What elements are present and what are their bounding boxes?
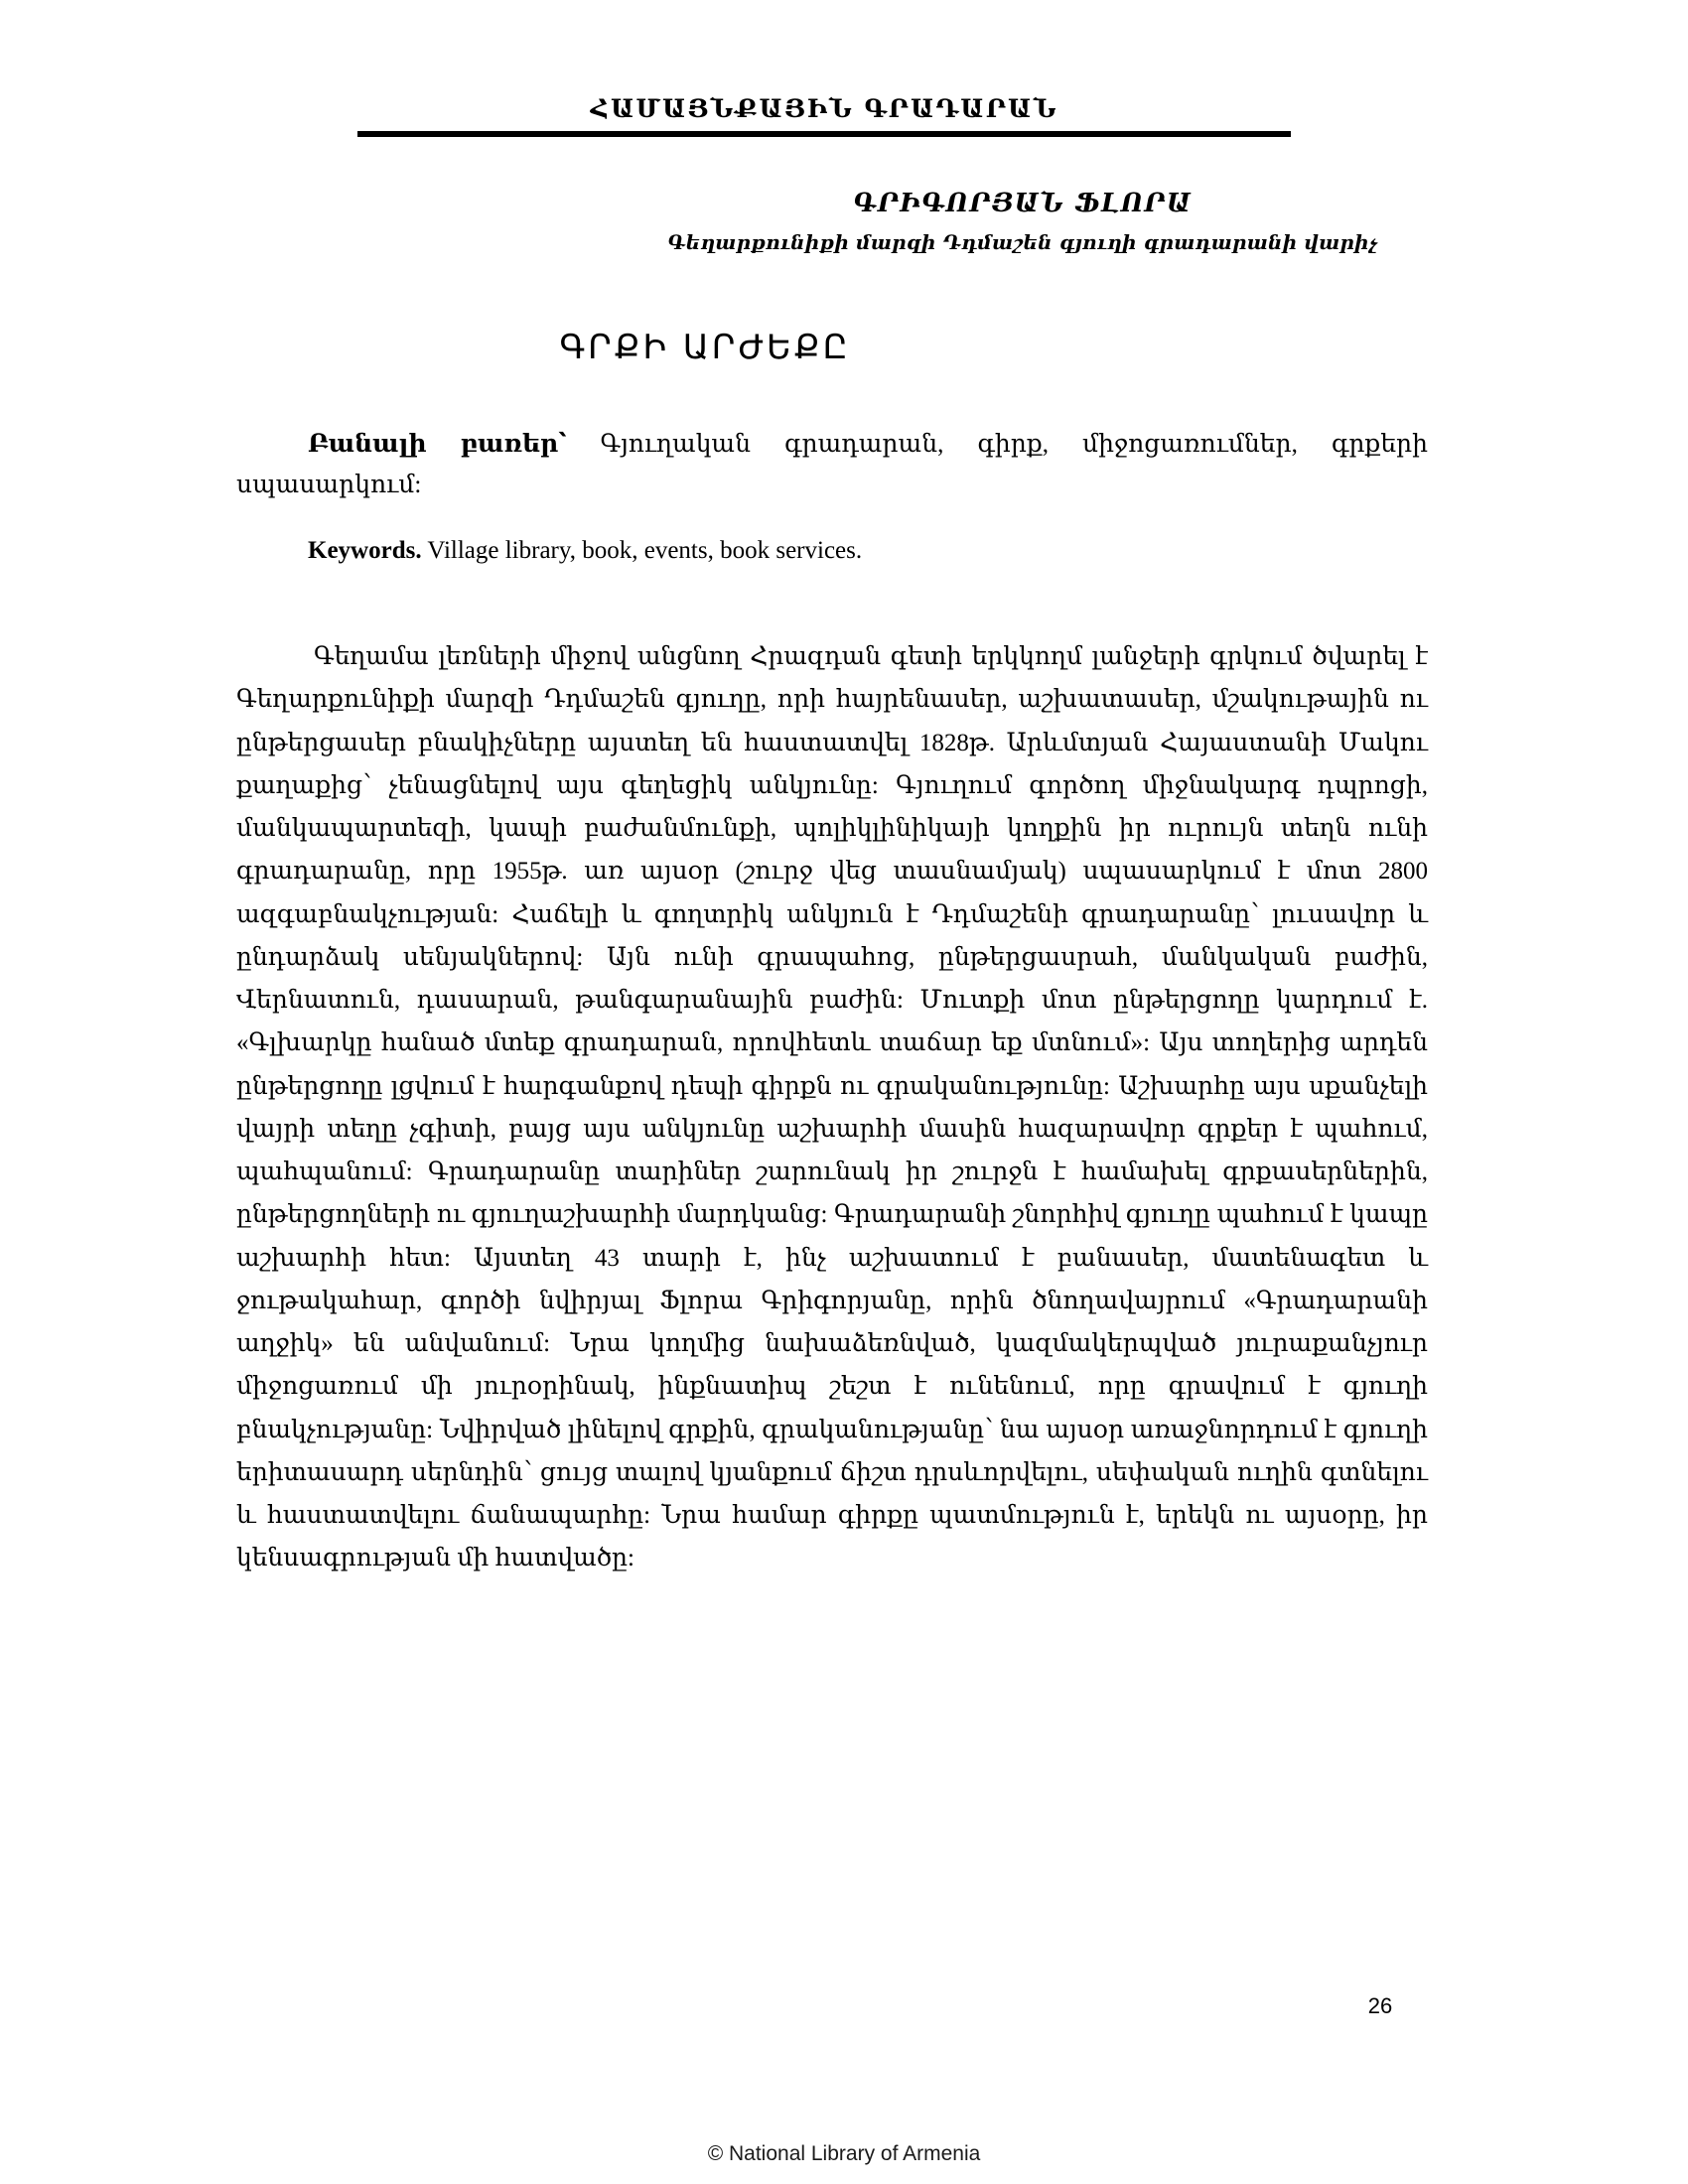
keywords-armenian-value: Գյուղական գրադարան, գիրք, միջոցառումներ, գրքերի սպասարկում: xyxy=(236,431,1428,498)
keywords-armenian-label: Բանալի բառեր՝ xyxy=(308,431,567,458)
author-affiliation: Գեղարքունիքի մարզի Դդմաշեն գյուղի գրադարանի վարիչ xyxy=(667,230,1378,254)
page-number: 26 xyxy=(1367,1993,1393,2018)
running-header-title: ՀԱՄԱՅՆՔԱՅԻՆ ԳՐԱԴԱՐԱՆ xyxy=(590,94,1058,123)
footer-credit: © National Library of Armenia xyxy=(707,2142,981,2165)
body-paragraph: Գեղամա լեռների միջով անցնող Հրազդան գետի երկկողմ լանջերի գրկում ծվարել է Գեղարքունիքի մարզի Դդմաշեն գյուղը, որի հայրենասեր, աշխատասեր, մշակութային ու ընթերցասեր բնակիչները այստեղ են հաստատվել 1828թ. Արևմտյան Հայաստանի Մակու քաղաքից՝ չենացնելով այս գեղեցիկ անկյունը: Գյուղում գործող միջնակարգ դպրոցի, մանկապարտեզի, կապի բաժանմունքի, պոլիկլինիկայի կողքին իր ուրույն տեղն ունի գրադարանը, որը 1955թ. առ այսօր (շուրջ վեց տասնամյակ) սպասարկում է մոտ 2800 ազգաբնակչության: Հաճելի և գողտրիկ անկյուն է Դդմաշենի գրադարանը՝ լուսավոր և ընդարձակ սենյակներով: Այն ունի գրապահոց, ընթերցասրահ, մանկական բաժին, Վերնատուն, դասարան, թանգարանային բաժին: Մուտքի մոտ ընթերցողը կարդում է. «Գլխարկը հանած մտեք գրադարան, որովհետև տաճար եք մտնում»: Այս տողերից արդեն ընթերցողը լցվում է հարգանքով դեպի գիրքն ու գրականությունը: Աշխարհը այս սքանչելի վայրի տեղը չգիտի, բայց այս անկյունը աշխարհի մասին հազարավոր գրքեր է պահում, պահպանում: Գրադարանը տարիներ շարունակ իր շուրջն է համախել գրքասերներին, ընթերցողների ու գյուղաշխարհի մարդկանց: Գրադարանի շնորհիվ գյուղը պահում է կապը աշխարհի հետ: Այստեղ 43 տարի է, ինչ աշխատում է բանասեր, մատենագետ և ջութակահար, գործի նվիրյալ Ֆլորա Գրիգորյանը, որին ծնողավայրում «Գրադարանի աղջիկ» են անվանում: Նրա կողմից նախաձեռնված, կազմակերպված յուրաքանչյուր միջոցառում մի յուրօրինակ, ինքնատիպ շեշտ է ունենում, որը գրավում է գյուղի բնակչությանը: Նվիրված լինելով գրքին, գրականությանը՝ նա այսօր առաջնորդում է գյուղի երիտասարդ սերնդին՝ ցույց տալով կյանքում ճիշտ դրսևորվելու, սեփական ուղին գտնելու և հաստատվելու ճանապարհը: Նրա համար գիրքը պատմություն է, երեկն ու այսօրը, իր կենսագրության մի հատվածը: xyxy=(236,643,1428,1572)
article-title: ԳՐՔԻ ԱՐԺԵՔԸ xyxy=(559,328,851,367)
keywords-english xyxy=(236,531,1428,572)
author-block xyxy=(616,189,1430,254)
keywords-english-label: Keywords. xyxy=(308,537,422,564)
author-name: ԳՐԻԳՈՐՅԱՆ ՖԼՈՐԱ xyxy=(853,189,1193,218)
header-divider-rule xyxy=(357,131,1291,137)
keywords-english-value: Village library, book, events, book services. xyxy=(427,537,863,564)
keywords-armenian xyxy=(236,425,1428,505)
running-header xyxy=(357,95,1291,123)
